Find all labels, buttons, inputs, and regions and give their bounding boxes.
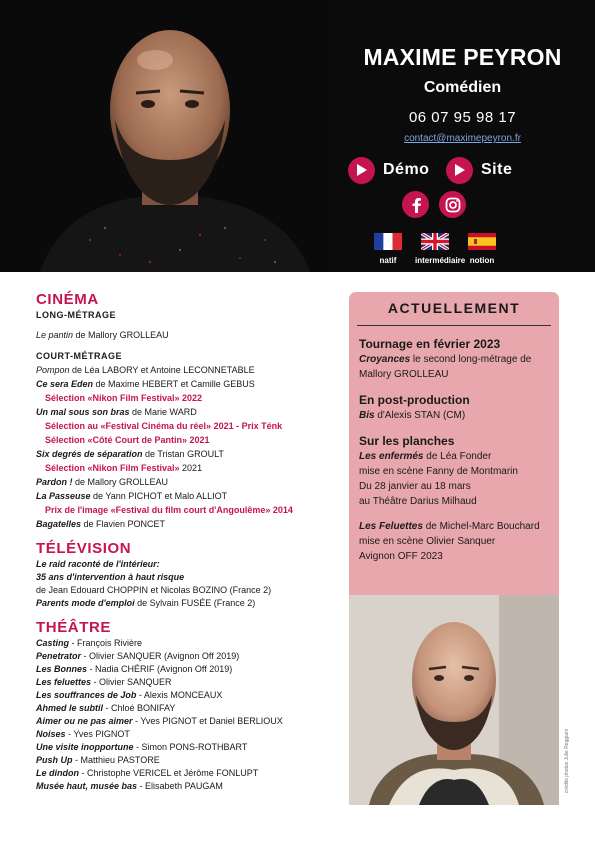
project-line: mise en scène Olivier Sanquer [359,536,496,547]
tv-credit-line: de Jean Edouard CHOPPIN et Nicolas BOZINO (France 2) [36,585,272,595]
theatre-item: Aimer ou ne pas aimer - Yves PIGNOT et Daniel BERLIOUX [36,716,283,726]
email-link[interactable]: contact@maximepeyron.fr [404,133,521,144]
tv-title-line: 35 ans d'intervention à haut risque [36,572,185,582]
project-line: mise en scène Fanny de Montmarin [359,466,518,477]
theatre-item: Le dindon - Christophe VERICEL et Jérôme FONLUPT [36,768,259,778]
festival-selection: Sélection «Nikon Film Festival» 2021 [45,463,203,473]
theatre-item: Une visite inopportune - Simon PONS-ROTHBART [36,742,248,752]
project-heading: Tournage en février 2023 [359,337,501,351]
theatre-item: Ahmed le subtil - Chloé BONIFAY [36,703,176,713]
actor-name: MAXIME PEYRON [363,44,562,70]
portrait-photo [0,0,330,272]
section-title-theatre: THÉÂTRE [36,619,112,636]
project-line: Bis d'Alexis STAN (CM) [359,410,466,421]
flag-uk-icon [421,233,449,250]
play-icon [446,157,473,184]
languages [364,233,504,269]
tv-credit-line: Parents mode d'emploi de Sylvain FUSÉE (France 2) [36,598,256,608]
panel-title: ACTUELLEMENT [387,300,521,316]
credit-line: Le pantin de Mallory GROLLEAU [36,330,169,340]
theatre-item: Penetrator - Olivier SANQUER (Avignon Off 2019) [36,651,240,661]
facebook-icon[interactable] [402,191,429,218]
play-icon [348,157,375,184]
filmography [36,291,336,793]
project-line: Mallory GROLLEAU [359,369,449,380]
media-links [348,155,528,185]
credit-line: Un mal sous son bras de Marie WARD [36,407,197,417]
flag-spain-icon [468,233,496,250]
secondary-portrait-photo [349,595,559,805]
theatre-item: Musée haut, musée bas - Elisabeth PAUGAM [36,781,223,791]
theatre-item: Les Bonnes - Nadia CHÉRIF (Avignon Off 2019) [36,664,233,674]
language-level: natif [379,256,397,265]
phone-number[interactable]: 06 07 95 98 17 [408,109,517,126]
theatre-item: Noises - Yves PIGNOT [36,729,130,739]
festival-selection: Sélection au «Festival Cinéma du réel» 2021 - Prix Ténk [45,421,283,431]
project-line: Croyances le second long-métrage de [359,354,532,365]
project-line: au Théâtre Darius Milhaud [359,496,477,507]
credit-line: La Passeuse de Yann PICHOT et Malo ALLIOT [36,491,228,501]
language-spanish [462,233,502,265]
contact-block [330,0,595,272]
header-banner [0,0,595,272]
festival-selection: Sélection «Côté Court de Pantin» 2021 [45,435,210,445]
tv-title-line: Le raid raconté de l'intérieur: [36,559,160,569]
flag-france-icon [374,233,402,250]
panel-divider [357,325,551,326]
subsection-court-metrage: COURT-MÉTRAGE [36,351,122,361]
credit-line: Bagatelles de Flavien PONCET [36,519,166,529]
theatre-item: Les feluettes - Olivier SANQUER [36,677,172,687]
project-line: Les enfermés de Léa Fonder [359,451,492,462]
credit-line: Ce sera Eden de Maxime HEBERT et Camille GEBUS [36,379,255,389]
theatre-item: Casting - François Rivière [36,638,143,648]
theatre-item: Push Up - Matthieu PASTORE [36,755,160,765]
instagram-icon[interactable] [439,191,466,218]
festival-selection: Sélection «Nikon Film Festival» 2022 [45,393,203,403]
theatre-item: Les souffrances de Job - Alexis MONCEAUX [36,690,223,700]
actor-role: Comédien [423,79,502,96]
social-links [402,191,472,221]
photo-credit: crédits photos Julie Reggiani [564,729,570,793]
site-link[interactable] [446,155,512,185]
current-projects-panel [349,292,559,595]
demo-link[interactable] [348,155,429,185]
language-english [415,233,466,265]
festival-selection: Prix de l'image «Festival du film court d'Angoulême» 2014 [45,505,293,515]
project-heading: Sur les planches [359,434,455,448]
project-heading: En post-production [359,393,470,407]
credit-line: Pardon ! de Mallory GROLLEAU [36,477,169,487]
theatre-list [36,637,336,793]
site-label: Site [481,161,513,178]
subsection-long-metrage: LONG-MÉTRAGE [36,310,116,320]
project-line: Les Feluettes de Michel-Marc Bouchard [359,521,540,532]
project-line: Du 28 janvier au 18 mars [359,481,471,492]
credit-line: Six degrés de séparation de Tristan GROULT [36,449,224,459]
section-title-cinema: CINÉMA [36,291,99,308]
language-french [368,233,408,265]
demo-label: Démo [383,161,430,178]
language-level: notion [469,256,495,265]
section-title-television: TÉLÉVISION [36,540,132,557]
credit-line: Pompon de Léa LABORY et Antoine LECONNETABLE [36,365,255,375]
language-level: intermédiaire [415,256,466,265]
project-line: Avignon OFF 2023 [359,551,443,562]
